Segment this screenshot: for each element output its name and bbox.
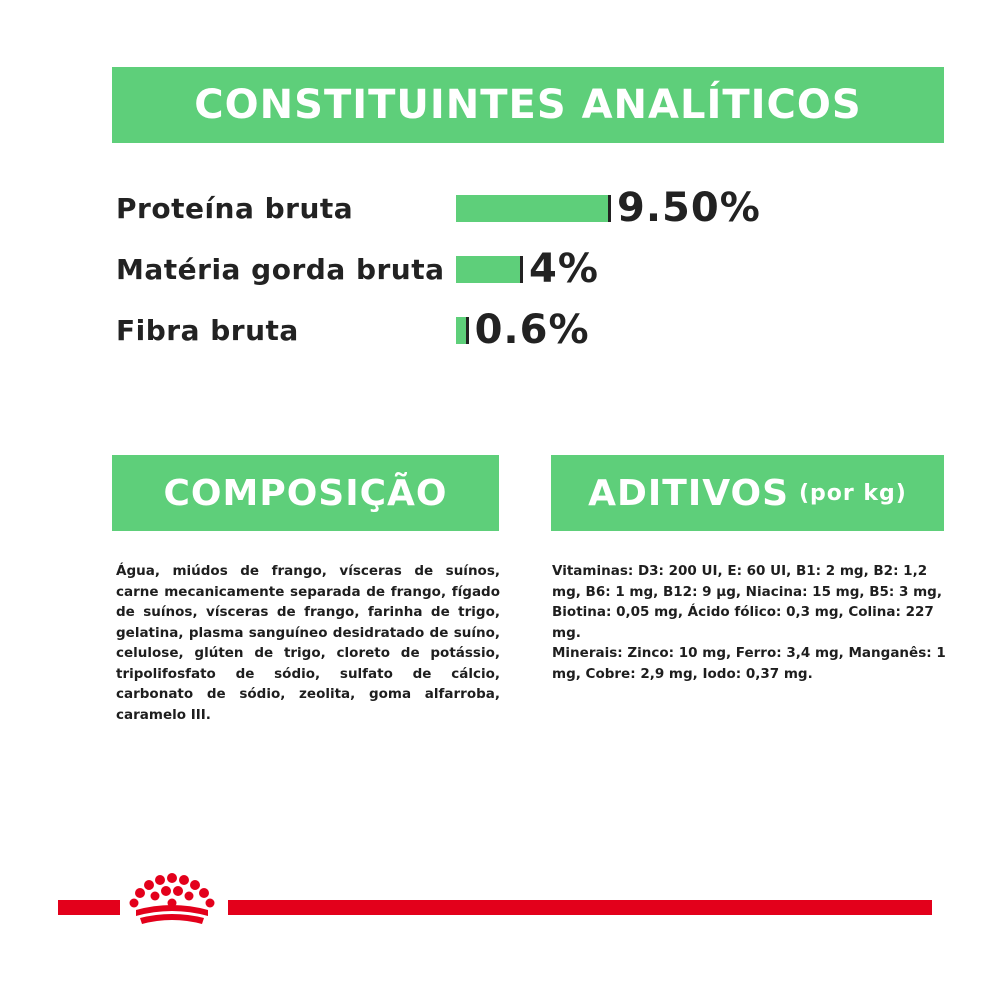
additives-vitamins: Vitaminas: D3: 200 UI, E: 60 UI, B1: 2 mg, B2: 1,2 mg, B6: 1 mg, B12: 9 µg, Niacina: 15 mg, B5: 3 mg, Biotina: 0,05 mg, Ácido fólico: 0,3 mg, Colina: 227 mg. — [552, 563, 942, 641]
analytics-bar — [456, 317, 466, 344]
additives-text — [552, 561, 946, 684]
analytics-row-protein — [116, 183, 761, 233]
analytics-row-value: 0.6% — [474, 307, 590, 353]
analytics-bar-cap — [466, 317, 469, 344]
composition-title: COMPOSIÇÃO — [163, 472, 448, 514]
additives-title: ADITIVOS — [588, 472, 789, 514]
analytics-row-label: Proteína bruta — [116, 191, 354, 225]
royal-canin-crown-icon — [122, 870, 222, 926]
additives-minerals: Minerais: Zinco: 10 mg, Ferro: 3,4 mg, Manganês: 1 mg, Cobre: 2,9 mg, Iodo: 0,37 mg. — [552, 645, 946, 682]
analytics-bar — [456, 256, 520, 283]
analytics-row-label: Fibra bruta — [116, 313, 299, 347]
brand-line-right — [228, 900, 932, 915]
composition-banner — [112, 455, 499, 531]
analytics-bar — [456, 195, 608, 222]
composition-text: Água, miúdos de frango, vísceras de suínos, carne mecanicamente separada de frango, fígado de suínos, vísceras de frango, farinha de trigo, gelatina, plasma sanguíneo desidratado de suíno, celulose, glúten de trigo, cloreto de potássio, tripolifosfato de sódio, sulfato de cálcio, carbonato de sódio, zeolita, goma alfarroba, caramelo III. — [116, 563, 500, 723]
analytics-row-value: 9.50% — [617, 185, 761, 231]
analytics-row-label: Matéria gorda bruta — [116, 252, 445, 286]
analytics-bar-cap — [608, 195, 611, 222]
analytics-row-fat — [116, 244, 599, 294]
analytics-row-value: 4% — [529, 246, 599, 292]
analytics-row-fiber — [116, 305, 590, 355]
additives-banner — [551, 455, 944, 531]
additives-title-suffix: (por kg) — [799, 480, 907, 506]
brand-line-left — [58, 900, 120, 915]
analytics-banner — [112, 67, 944, 143]
analytics-bar-cap — [520, 256, 523, 283]
analytics-title: CONSTITUINTES ANALÍTICOS — [194, 82, 862, 128]
